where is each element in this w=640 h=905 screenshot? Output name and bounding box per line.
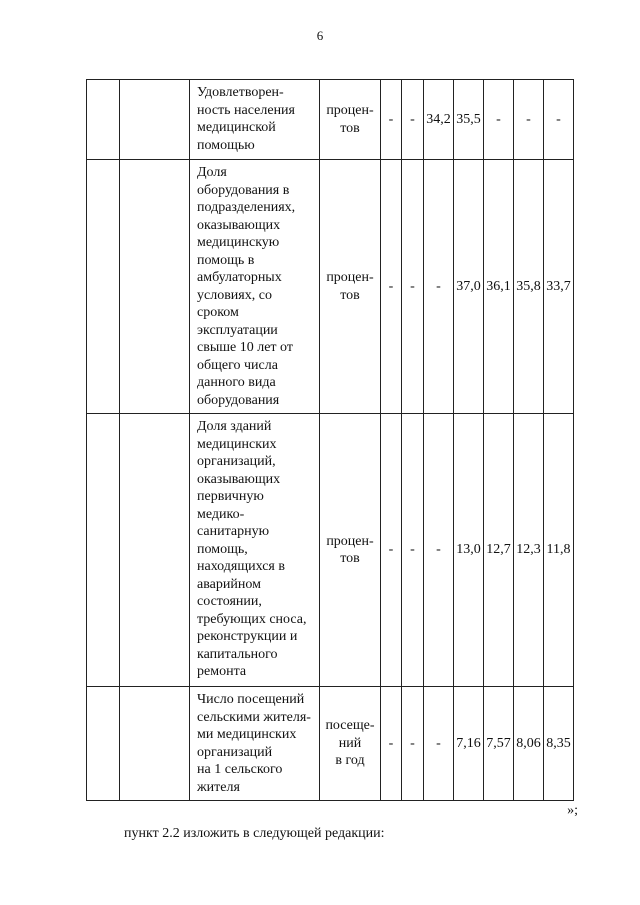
value-cell: 12,7: [484, 414, 514, 687]
row-blank-cell: [120, 160, 190, 414]
value-cell: 12,3: [514, 414, 544, 687]
unit-cell: процен- тов: [320, 160, 381, 414]
value-cell: -: [402, 687, 424, 801]
indicator-name-cell: Удовлетворен- ность населения медицинской помощью: [190, 80, 320, 160]
indicator-table: [86, 79, 574, 801]
table-row: [87, 160, 574, 414]
value-cell: 33,7: [544, 160, 574, 414]
value-cell: -: [424, 687, 454, 801]
indicator-name-cell: Доля оборудования в подразделениях, оказывающих медицинскую помощь в амбулаторных условиях, со сроком эксплуатации свыше 10 лет от общего числа данного вида оборудования: [190, 160, 320, 414]
value-cell: 11,8: [544, 414, 574, 687]
row-number-cell: [87, 414, 120, 687]
value-cell: -: [381, 80, 402, 160]
page-number: 6: [316, 28, 324, 43]
indicator-name-cell: Число посещений сельскими жителя- ми медицинских организаций на 1 сельского жителя: [190, 687, 320, 801]
value-cell: -: [484, 80, 514, 160]
amendment-item-text: пункт 2.2 изложить в следующей редакции:: [124, 826, 385, 841]
value-cell: 7,57: [484, 687, 514, 801]
row-blank-cell: [120, 80, 190, 160]
value-cell: 35,5: [454, 80, 484, 160]
value-cell: -: [424, 414, 454, 687]
value-cell: -: [544, 80, 574, 160]
unit-cell: процен- тов: [320, 80, 381, 160]
closing-quote-mark: »;: [567, 803, 578, 818]
row-number-cell: [87, 160, 120, 414]
value-cell: -: [381, 687, 402, 801]
value-cell: -: [381, 160, 402, 414]
unit-cell: посеще- ний в год: [320, 687, 381, 801]
value-cell: 34,2: [424, 80, 454, 160]
row-number-cell: [87, 687, 120, 801]
value-cell: -: [402, 80, 424, 160]
value-cell: -: [402, 160, 424, 414]
value-cell: 37,0: [454, 160, 484, 414]
value-cell: -: [514, 80, 544, 160]
row-blank-cell: [120, 687, 190, 801]
value-cell: 13,0: [454, 414, 484, 687]
unit-cell: процен- тов: [320, 414, 381, 687]
value-cell: 36,1: [484, 160, 514, 414]
row-number-cell: [87, 80, 120, 160]
value-cell: 8,35: [544, 687, 574, 801]
indicator-name-cell: Доля зданий медицинских организаций, оказывающих первичную медико- санитарную помощь, находящихся в аварийном состоянии, требующих сноса, реконструкции и капитального ремонта: [190, 414, 320, 687]
row-blank-cell: [120, 414, 190, 687]
value-cell: 35,8: [514, 160, 544, 414]
table-row: [87, 687, 574, 801]
table-row: [87, 414, 574, 687]
value-cell: 7,16: [454, 687, 484, 801]
table-row: [87, 80, 574, 160]
value-cell: -: [402, 414, 424, 687]
value-cell: -: [424, 160, 454, 414]
value-cell: 8,06: [514, 687, 544, 801]
value-cell: -: [381, 414, 402, 687]
